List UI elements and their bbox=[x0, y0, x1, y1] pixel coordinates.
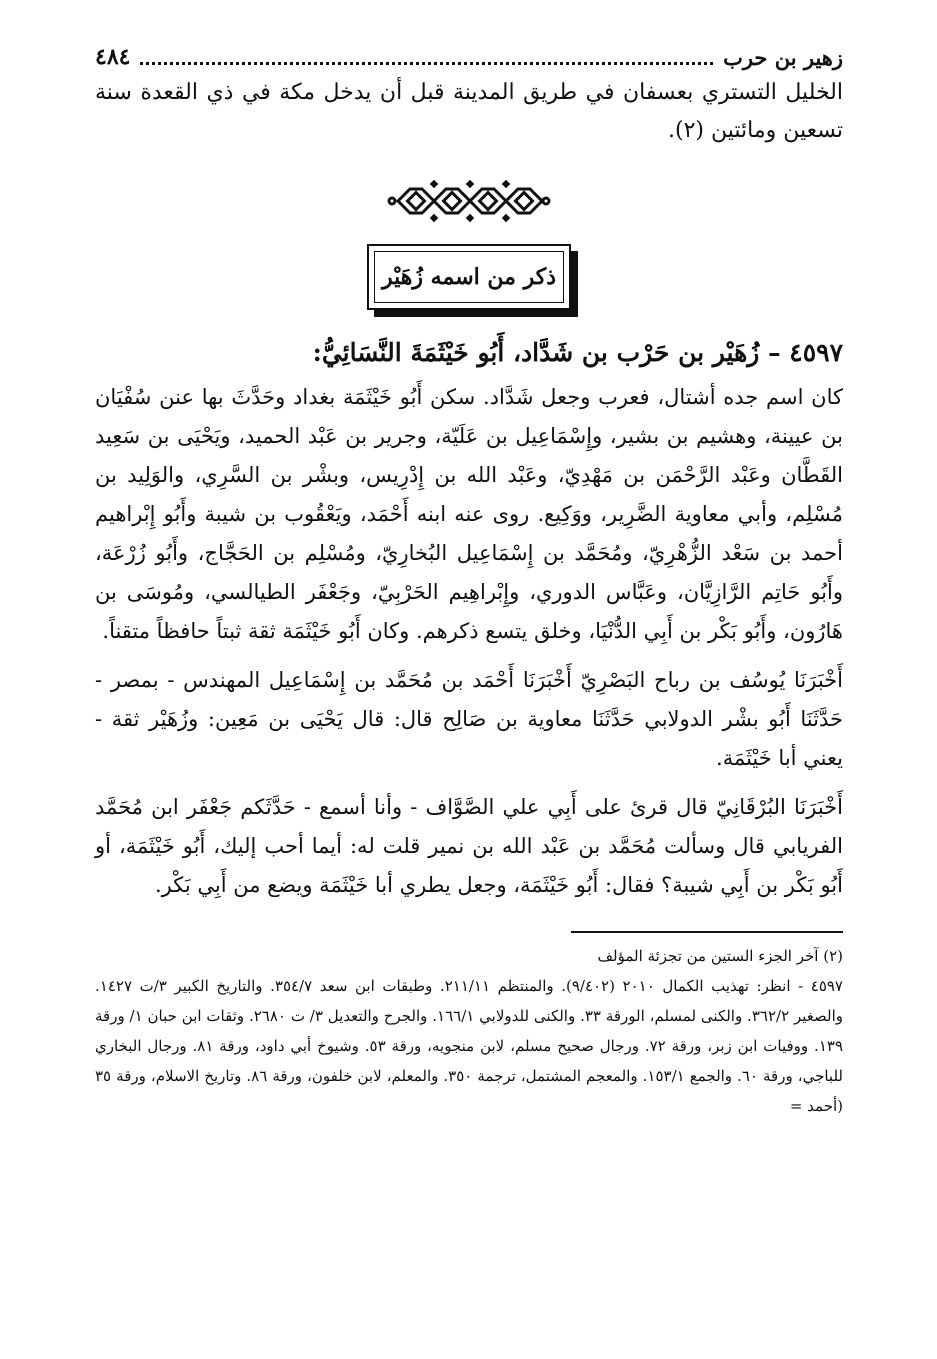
entry-paragraph-1: كان اسم جده أشتال، فعرب وجعل شَدَّاد. سكن أَبُو خَيْثَمَة بغداد وحَدَّثَ بها عنن سُفْيَان بن عيينة، وهشيم بن بشير، وإِسْمَاعِيل بن عَلَيّة، وجرير بن عَبْد الحميد، ويَحْيَى بن سَعِيد القَطَّان وعَبْد الرَّحْمَن بن مَهْدِيّ، وعَبْد الله بن إِدْرِيس، وبشْر بن السَّرِي، والوَلِيد بن مُسْلِم، وأبي معاوية الضَّرِير، ووَكِيع. روى عنه ابنه أَحْمَد، ويَعْقُوب بن شيبة وأَبُو إِبْراهيم أحمد بن سَعْد الزُّهْرِيّ، ومُحَمَّد بن إِسْمَاعِيل البُخارِيّ، ومُسْلِم بن الحَجَّاج، وأَبُو زُرْعَة، وأَبُو حَاتِم الرَّازِيَّان، وعَبَّاس الدوري، وإِبْراهِيم الحَرْبِيّ، وجَعْفَر الطيالسي، ومُوسَى بن هَارُون، وأَبُو بَكْر بن أَبِي الدُّنْيَا، وخلق يتسع ذكرهم. وكان أَبُو خَيْثَمَة ثقة ثبتاً حافظاً متقناً. bbox=[95, 385, 843, 643]
section-heading-wrap bbox=[95, 244, 843, 310]
continuation-paragraph bbox=[95, 74, 843, 150]
footnote-separator bbox=[571, 931, 843, 933]
continuation-text: الخليل التستري بعسفان في طريق المدينة قبل أن يدخل مكة في ذي القعدة سنة تسعين ومائتين (٢). bbox=[95, 80, 843, 143]
entry-paragraph-3: أَخْبَرَنَا البُرْقَانِيّ قال قرئ على أَبِي علي الصَّوَّاف - وأنا أسمع - حَدَّثَكم جَعْفَر ابن مُحَمَّد الفريابي قال وسألت مُحَمَّد بن عَبْد الله بن نمير قلت له: أيما أحب إليك، أَبُو خَيْثَمَة، أو أَبُو بَكْر بن أَبِي شيبة؟ فقال: أَبُو خَيْثَمَة، وجعل يطري أبا خَيْثَمَة ويضع من أَبِي بَكْر. bbox=[95, 795, 843, 897]
page-number: ٤٨٤ bbox=[95, 44, 131, 70]
page bbox=[95, 40, 843, 1121]
section-heading: ذكر من اسمه زُهَيْر bbox=[382, 264, 556, 290]
footnotes bbox=[95, 941, 843, 1121]
running-head bbox=[95, 40, 843, 74]
leader-dots bbox=[140, 50, 713, 65]
section-heading-box bbox=[367, 244, 571, 310]
entry-paragraph-2: أَخْبَرَنَا يُوسُف بن رباح البَصْرِيّ أَخْبَرَنَا أَحْمَد بن مُحَمَّد بن إِسْمَاعِيل المهندس - بمصر - حَدَّثَنَا أَبُو بشْر الدولابي حَدَّثَنَا معاوية بن صَالِح قال: قال يَحْيَى بن مَعِين: وزُهَيْر ثقة - يعني أبا خَيْثَمَة. bbox=[95, 668, 843, 770]
ornament-divider bbox=[95, 178, 843, 224]
footnote-1: (٢) آخر الجزء الستين من تجزئة المؤلف bbox=[597, 947, 843, 965]
entry-title: ٤٥٩٧ – زُهَيْر بن حَرْب بن شَدَّاد، أَبُو خَيْثَمَةَ النَّسَائِيُّ: bbox=[312, 338, 843, 367]
ornament-icon bbox=[384, 178, 554, 224]
footnote-2: ٤٥٩٧ - انظر: تهذيب الكمال ٢٠١٠ (٩/٤٠٢). والمنتظم ٢١١/١١. وطبقات ابن سعد ٣٥٤/٧. والتاريخ الكبير ٣/ت ١٤٢٧. والصغير ٣٦٢/٢. والكنى لمسلم، الورقة ٣٣. والكنى للدولابي ١٦٦/١. والجرح والتعديل ٣/ ت ٢٦٨٠. وثقات ابن حبان ١/ ورقة ١٣٩. ووفيات ابن زبر، ورقة ٧٢. ورجال صحيح مسلم، لابن منجويه، ورقة ٥٣. وشيوخ أبي داود، ورقة ٨١. ورجال البخاري للباجي، ورقة ٦٠. والجمع ١٥٣/١. والمعجم المشتمل، ترجمة ٣٥٠. والمعلم، لابن خلفون، ورقة ٨٦. وتاريخ الاسلام، ورقة ٣٥ (أحمد = bbox=[95, 977, 844, 1115]
running-head-title: زهير بن حرب bbox=[723, 44, 843, 70]
